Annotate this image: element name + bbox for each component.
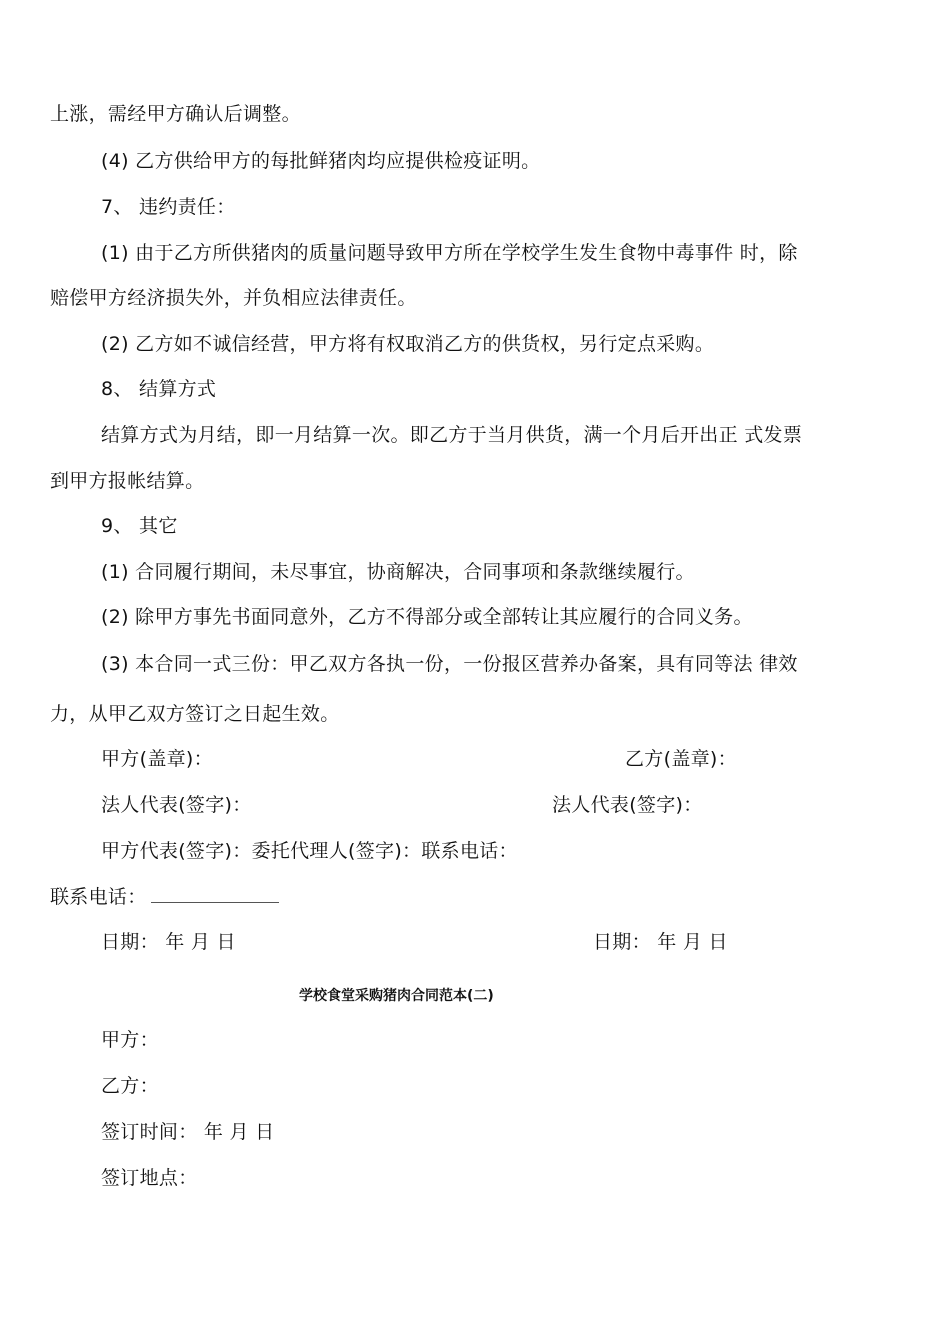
section-7-item-2: (2) 乙方如不诚信经营，甲方将有权取消乙方的供货权，另行定点采购。 [101, 333, 715, 355]
legal-rep-a-label: 法人代表(签字)： [101, 794, 252, 816]
date-b-line: 日期： 年 月 日 [593, 931, 728, 953]
section-9-heading: 9、 其它 [101, 515, 178, 537]
clause-item-4: (4) 乙方供给甲方的每批鲜猪肉均应提供检疫证明。 [101, 150, 541, 172]
second-contract-sign-time: 签订时间： 年 月 日 [101, 1121, 275, 1143]
section-7-item-1-line-2: 赔偿甲方经济损失外，并负相应法律责任。 [50, 287, 417, 309]
phone-line [50, 884, 279, 910]
section-8-body-line-2: 到甲方报帐结算。 [50, 470, 205, 492]
date-a-line: 日期： 年 月 日 [101, 931, 236, 953]
second-contract-title: 学校食堂采购猪肉合同范本(二) [299, 988, 494, 1004]
party-a-seal-label: 甲方(盖章)： [101, 748, 213, 770]
section-7-heading: 7、 违约责任： [101, 196, 236, 218]
section-9-item-3-line-1: (3) 本合同一式三份：甲乙双方各执一份，一份报区营养办备案，具有同等法 律效 [101, 653, 798, 675]
phone-blank-line [151, 884, 279, 903]
section-9-item-2: (2) 除甲方事先书面同意外，乙方不得部分或全部转让其应履行的合同义务。 [101, 606, 753, 628]
section-7-item-1-line-1: (1) 由于乙方所供猪肉的质量问题导致甲方所在学校学生发生食物中毒事件 时，除 [101, 242, 798, 264]
section-8-body-line-1: 结算方式为月结，即一月结算一次。即乙方于当月供货，满一个月后开出正 式发票 [101, 424, 803, 446]
phone-label: 联系电话： [50, 886, 147, 908]
second-contract-party-b: 乙方： [101, 1075, 159, 1097]
party-b-seal-label: 乙方(盖章)： [625, 748, 737, 770]
second-contract-party-a: 甲方： [101, 1029, 159, 1051]
second-contract-sign-place: 签订地点： [101, 1167, 198, 1189]
section-8-heading: 8、 结算方式 [101, 378, 217, 400]
section-9-item-1: (1) 合同履行期间，未尽事宜，协商解决，合同事项和条款继续履行。 [101, 561, 695, 583]
section-9-item-3-line-2: 力，从甲乙双方签订之日起生效。 [50, 703, 340, 725]
legal-rep-b-label: 法人代表(签字)： [552, 794, 703, 816]
representative-agent-phone-line: 甲方代表(签字)：委托代理人(签字)：联系电话： [101, 840, 518, 862]
price-adjust-tail: 上涨，需经甲方确认后调整。 [50, 103, 301, 125]
